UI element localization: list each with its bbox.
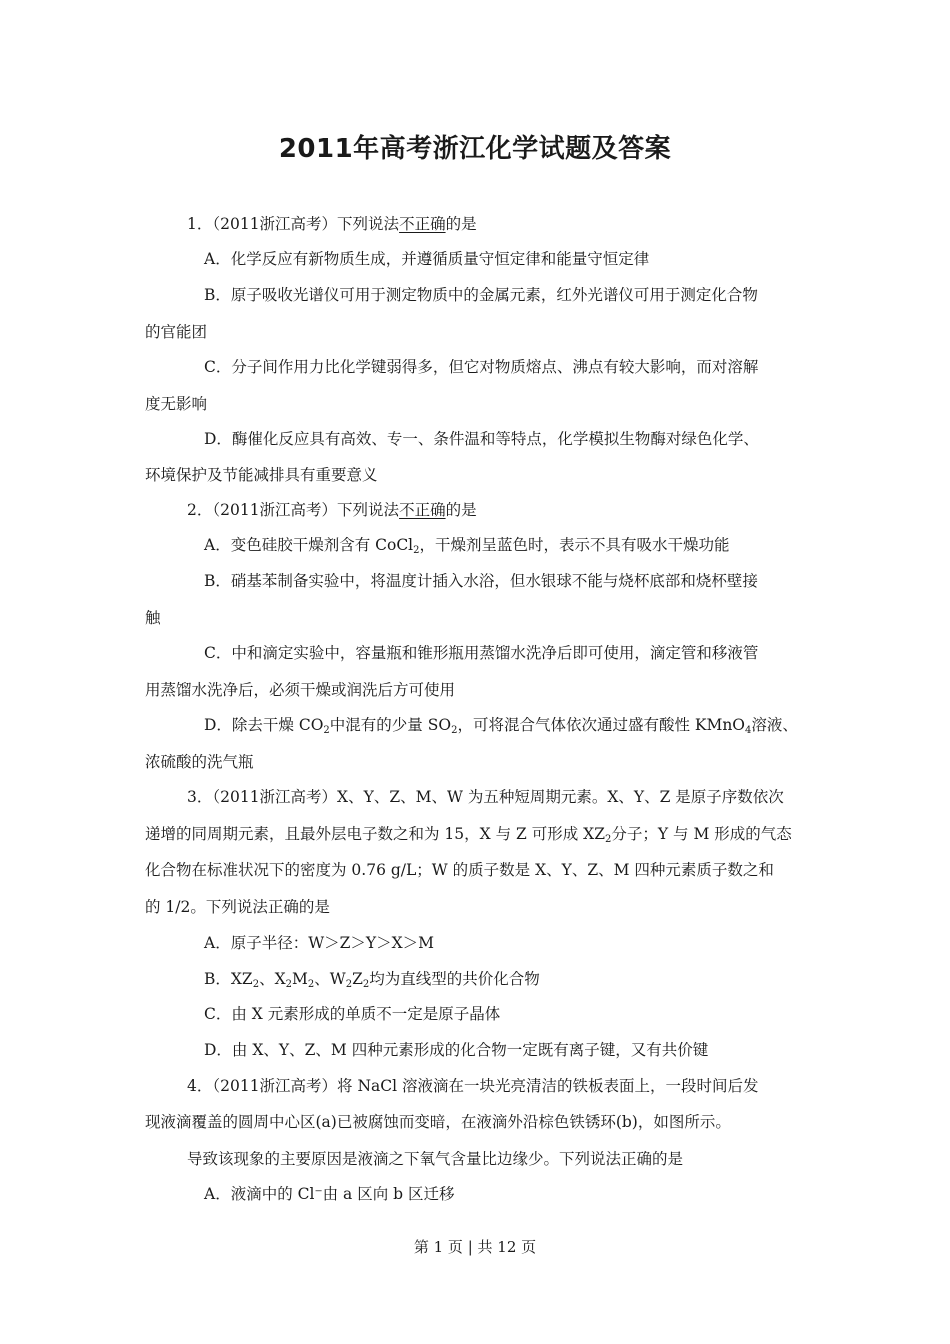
q3-s2-text-2: 分子；Y 与 M 形成的气态 [611,825,792,843]
q2d-text-2: 中混有的少量 SO [329,716,452,734]
question-3-stem-line-4: 的 1/2。下列说法正确的是 [145,898,330,916]
question-2-stem-text: 2．（2011浙江高考）下列说法 [187,501,400,519]
q3b-sub-5: 2 [362,979,370,990]
question-1-stem [187,214,477,234]
question-2-option-c: C．中和滴定实验中，容量瓶和锥形瓶用蒸馏水洗净后即可使用，滴定管和移液管 [204,644,759,662]
q2d-text-1: D．除去干燥 CO [204,716,324,734]
q2d-sub-2: 2 [451,725,458,736]
question-3-option-c: C．由 X 元素形成的单质不一定是原子晶体 [204,1005,501,1023]
question-1-option-c-cont: 度无影响 [145,395,208,413]
question-1-option-a: A．化学反应有新物质生成，并遵循质量守恒定律和能量守恒定律 [204,250,650,268]
q3b-sub-1: 2 [252,979,260,990]
question-4-stem-line-1: 4．（2011浙江高考）将 NaCl 溶液滴在一块光亮清洁的铁板表面上，一段时间后发 [187,1077,759,1095]
document-title: 2011年高考浙江化学试题及答案 [278,134,672,164]
question-2-option-c-cont: 用蒸馏水洗净后，必须干燥或润洗后方可使用 [145,681,456,699]
question-2-option-a [204,535,730,555]
question-3-stem-line-2 [145,824,792,844]
q3b-sub-3: 2 [307,979,315,990]
q2d-sub-1: 2 [323,725,330,736]
q2a-text-2: ，干燥剂呈蓝色时，表示不具有吸水干燥功能 [419,536,730,554]
q2d-text-4: 溶液、 [751,716,798,734]
page-footer: 第 1 页 | 共 12 页 [413,1238,537,1256]
question-4-option-a: A．液滴中的 Cl⁻由 a 区向 b 区迁移 [204,1185,455,1203]
question-3-option-b [204,969,540,989]
question-4-stem-line-2: 现液滴覆盖的圆周中心区(a)已被腐蚀而变暗，在液滴外沿棕色铁锈环(b)，如图所示。 [145,1113,731,1131]
q3b-text-5: Z [352,970,363,988]
question-1-stem-end: 的是 [445,215,477,233]
q3b-text-6: 均为直线型的共价化合物 [369,970,540,988]
question-2-option-b: B．硝基苯制备实验中，将温度计插入水浴，但水银球不能与烧杯底部和烧杯壁接 [204,572,758,590]
q3b-text-1: B．XZ [204,970,253,988]
question-1-stem-text: 1．（2011浙江高考）下列说法 [187,215,400,233]
q2a-text-1: A．变色硅胶干燥剂含有 CoCl [204,536,414,554]
q3b-text-4: 、W [314,970,346,988]
question-3-stem-line-1: 3．（2011浙江高考）X、Y、Z、M、W 为五种短周期元素。X、Y、Z 是原子序数依次 [187,788,784,806]
q3-s2-sub: 2 [604,834,612,845]
question-1-option-b-cont: 的官能团 [145,323,208,341]
q3b-sub-4: 2 [345,979,353,990]
question-2-stem-end: 的是 [445,501,477,519]
q3b-text-3: M [292,970,308,988]
question-4-stem-line-3: 导致该现象的主要原因是液滴之下氧气含量比边缘少。下列说法正确的是 [187,1150,684,1168]
question-1-underlined: 不正确 [399,215,446,233]
q3b-sub-2: 2 [285,979,292,990]
question-3-option-a: A．原子半径：W＞Z＞Y＞X＞M [204,934,435,952]
question-1-option-d-cont: 环境保护及节能减排具有重要意义 [145,466,378,484]
question-2-option-d-cont: 浓硫酸的洗气瓶 [145,753,254,771]
question-3-option-d: D．由 X、Y、Z、M 四种元素形成的化合物一定既有离子键，又有共价键 [204,1041,709,1059]
question-1-option-c: C．分子间作用力比化学键弱得多，但它对物质熔点、沸点有较大影响，而对溶解 [204,358,759,376]
q2a-sub: 2 [413,545,420,556]
question-1-option-d: D．酶催化反应具有高效、专一、条件温和等特点，化学模拟生物酶对绿色化学、 [204,430,759,448]
q2d-text-3: ，可将混合气体依次通过盛有酸性 KMnO [457,716,746,734]
q2d-sub-3: 4 [745,725,752,736]
q3-s2-text-1: 递增的同周期元素，且最外层电子数之和为 15，X 与 Z 可形成 XZ [145,825,605,843]
question-2-option-d [204,715,798,735]
question-1-option-b: B．原子吸收光谱仪可用于测定物质中的金属元素，红外光谱仪可用于测定化合物 [204,286,758,304]
question-3-stem-line-3: 化合物在标准状况下的密度为 0.76 g/L；W 的质子数是 X、Y、Z、M 四种元素质子数之和 [145,861,774,879]
question-2-option-b-cont: 触 [145,609,161,627]
question-2-underlined: 不正确 [399,501,446,519]
question-2-stem [187,500,477,520]
q3b-text-2: 、X [259,970,286,988]
